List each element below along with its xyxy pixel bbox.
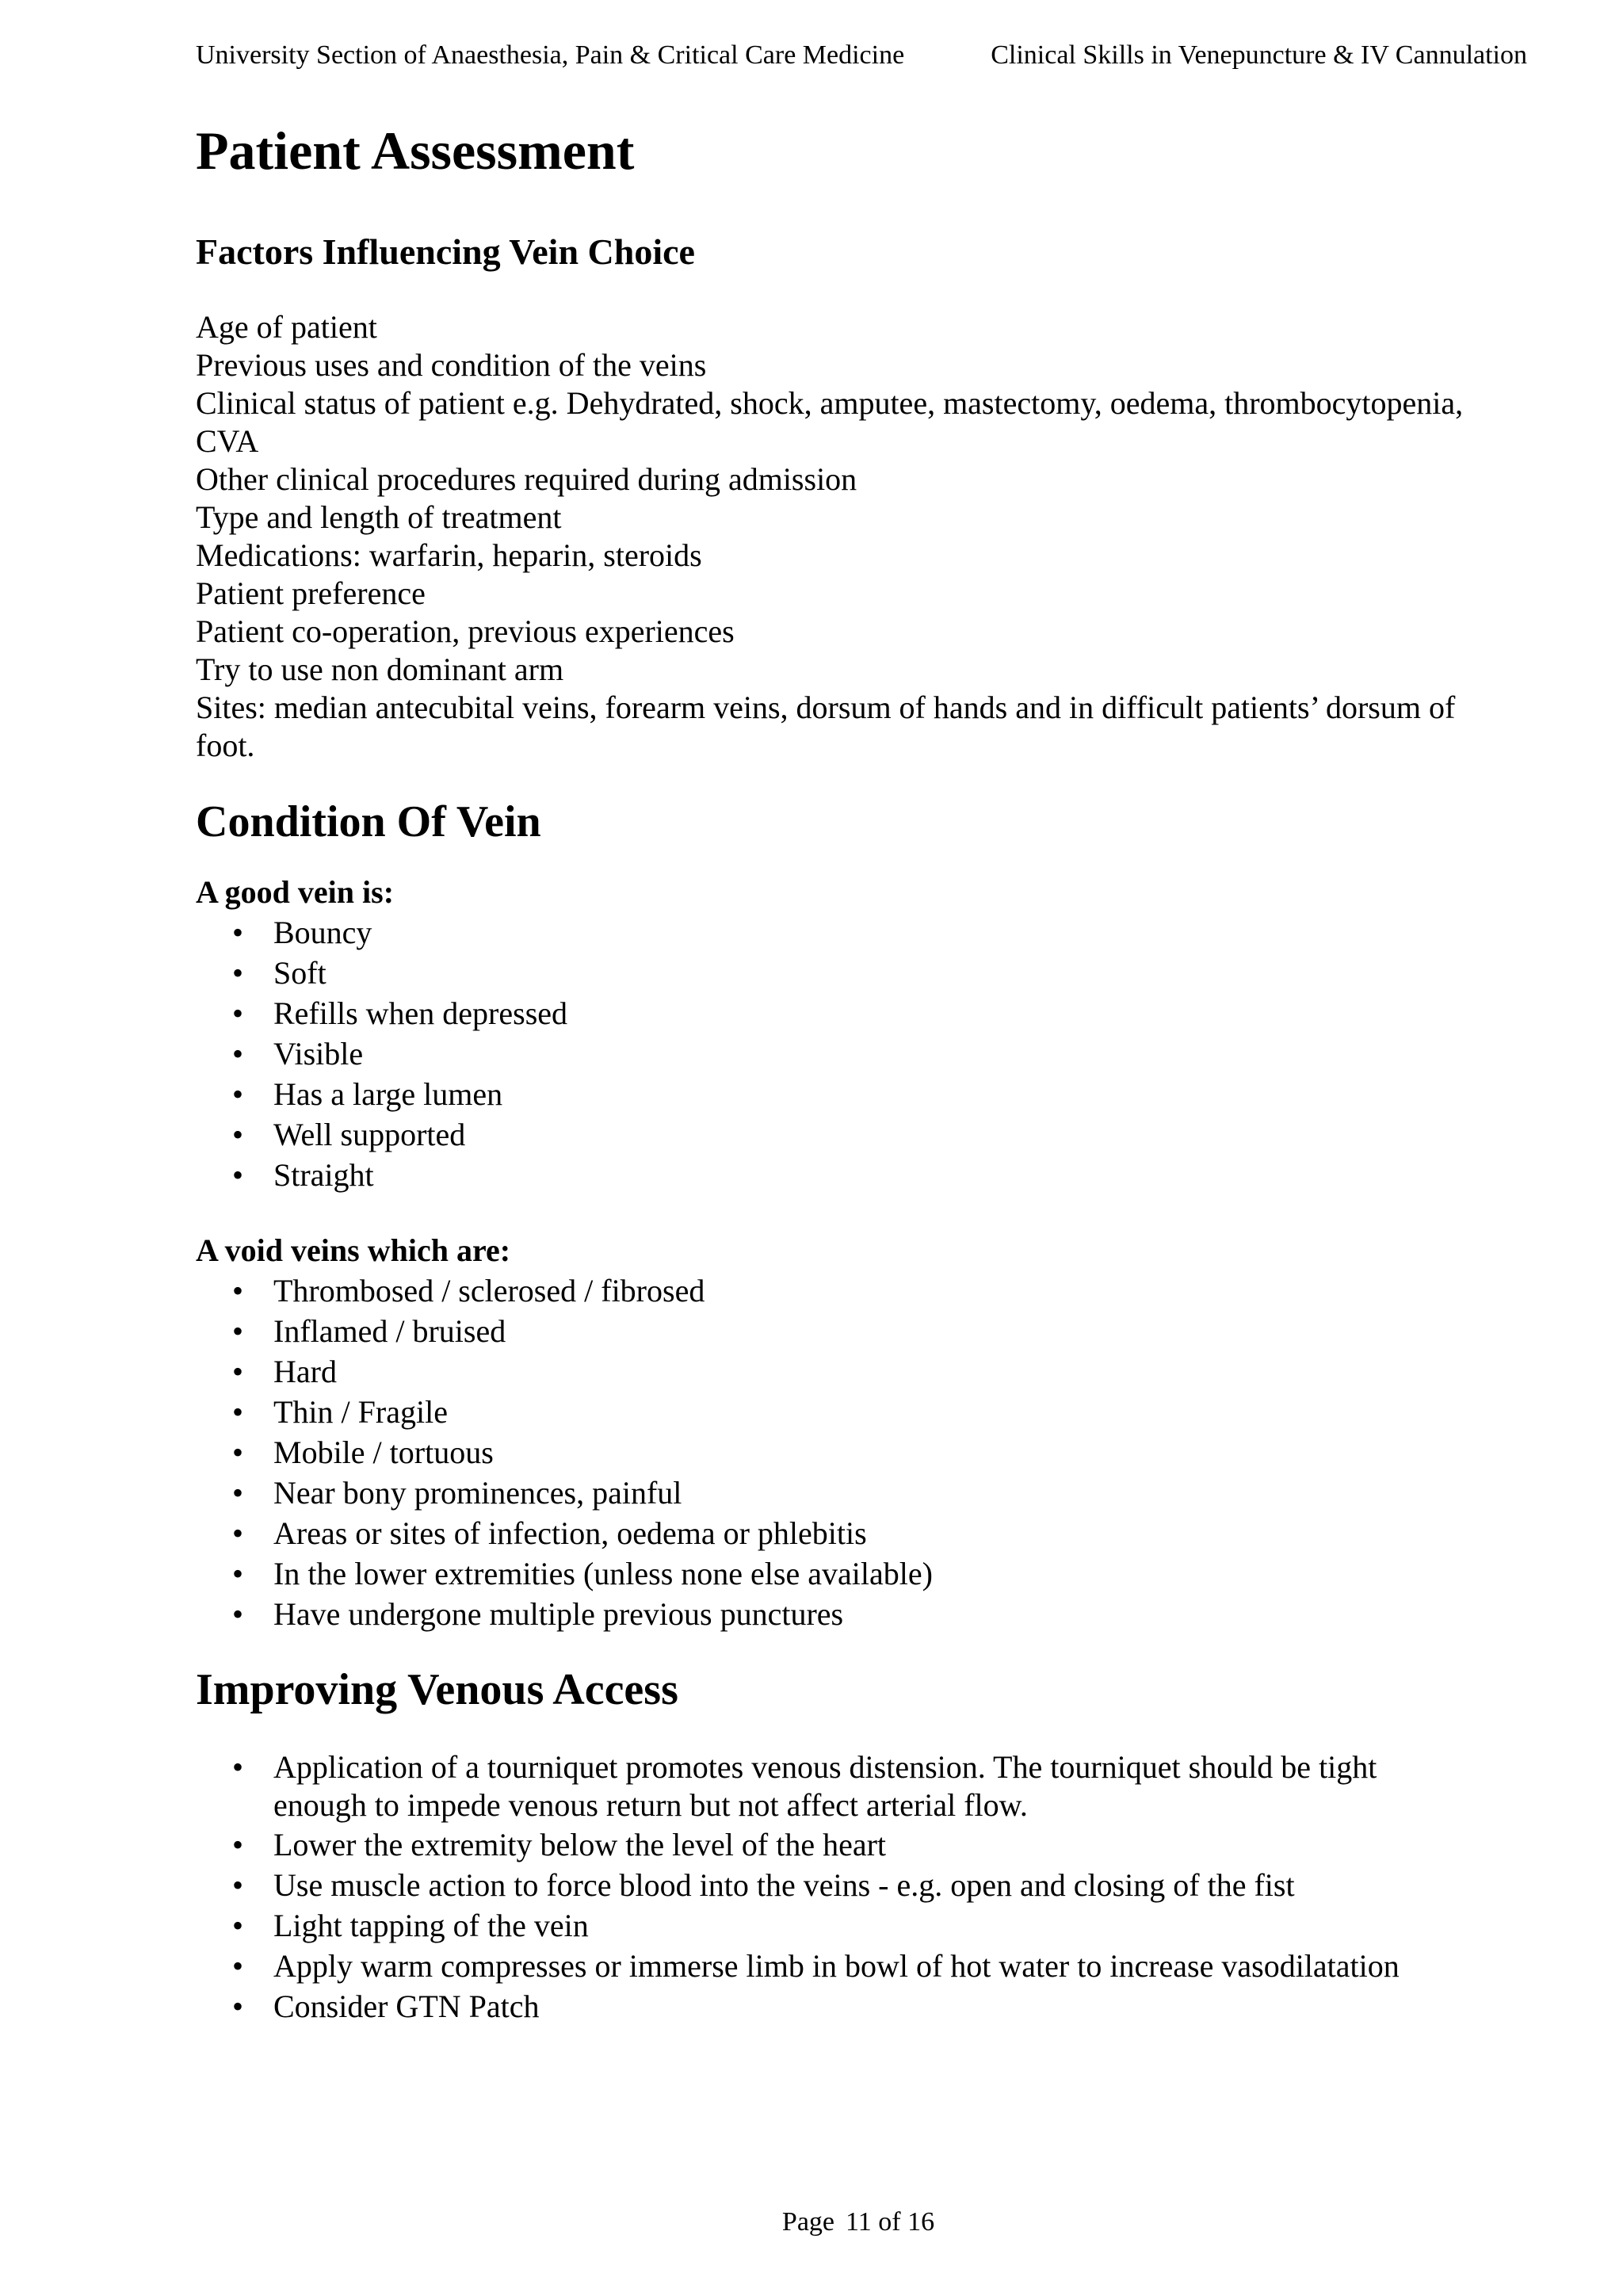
list-item-text: Refills when depressed bbox=[273, 995, 568, 1031]
factor-line: Patient preference bbox=[196, 575, 426, 611]
factor-line: Previous uses and condition of the veins bbox=[196, 347, 707, 383]
running-header bbox=[196, 36, 1527, 74]
list-item bbox=[196, 1513, 1527, 1553]
list-item bbox=[196, 1392, 1527, 1432]
list-item-text: Bouncy bbox=[273, 915, 372, 950]
factor-line: Type and length of treatment bbox=[196, 499, 562, 535]
good-vein-list bbox=[196, 912, 1527, 1195]
list-item-text: Light tapping of the vein bbox=[273, 1908, 589, 1943]
avoid-vein-list bbox=[196, 1270, 1527, 1634]
bullet-icon: • bbox=[231, 1988, 243, 2024]
list-item-text: Straight bbox=[273, 1157, 374, 1193]
list-item-text: Thin / Fragile bbox=[273, 1394, 448, 1430]
bullet-icon: • bbox=[231, 995, 243, 1031]
bullet-icon: • bbox=[231, 1273, 243, 1308]
list-item-text: Visible bbox=[273, 1036, 364, 1072]
bullet-icon: • bbox=[231, 1475, 243, 1511]
bullet-icon: • bbox=[231, 1867, 243, 1903]
factor-line: foot. bbox=[196, 728, 255, 763]
list-item-text: Lower the extremity below the level of the heart bbox=[273, 1827, 887, 1862]
page-title: Patient Assessment bbox=[196, 120, 635, 181]
bullet-icon: • bbox=[231, 1827, 243, 1862]
list-item-text: Soft bbox=[273, 955, 327, 991]
list-item-text: Apply warm compresses or immerse limb in bowl of hot water to increase vasodilatation bbox=[273, 1948, 1400, 1984]
list-item bbox=[196, 1270, 1527, 1311]
factor-line: Age of patient bbox=[196, 309, 377, 345]
list-item bbox=[196, 912, 1527, 953]
list-item-text: Hard bbox=[273, 1354, 337, 1389]
list-item bbox=[196, 1553, 1527, 1594]
factor-line: Sites: median antecubital veins, forearm veins, dorsum of hands and in difficult patients’ dorsum of bbox=[196, 690, 1456, 725]
page-label: Page bbox=[781, 2207, 835, 2237]
list-item-text: Near bony prominences, painful bbox=[273, 1475, 682, 1511]
factors-heading: Factors Influencing Vein Choice bbox=[196, 231, 695, 272]
list-item-text: Consider GTN Patch bbox=[273, 1988, 540, 2024]
bullet-icon: • bbox=[231, 1948, 243, 1984]
list-item bbox=[196, 1432, 1527, 1473]
list-item bbox=[196, 1473, 1527, 1513]
condition-heading: Condition Of Vein bbox=[196, 797, 541, 846]
bullet-icon: • bbox=[231, 1313, 243, 1349]
list-item-text: Well supported bbox=[273, 1117, 466, 1152]
list-item bbox=[196, 1905, 1527, 1946]
bullet-icon: • bbox=[231, 915, 243, 950]
list-item-text: Mobile / tortuous bbox=[273, 1435, 494, 1470]
list-item-text: Application of a tourniquet promotes venous distension. The tourniquet should be tight bbox=[273, 1749, 1377, 1785]
bullet-icon: • bbox=[231, 1354, 243, 1389]
bullet-icon: • bbox=[231, 1117, 243, 1152]
improving-list bbox=[196, 1748, 1527, 2027]
list-item bbox=[196, 1074, 1527, 1114]
list-item-text: Thrombosed / sclerosed / fibrosed bbox=[273, 1273, 705, 1308]
list-item bbox=[196, 993, 1527, 1033]
avoid-vein-label: A void veins which are: bbox=[196, 1232, 511, 1268]
list-item bbox=[196, 1311, 1527, 1351]
bullet-icon: • bbox=[231, 1556, 243, 1591]
page-content bbox=[196, 111, 1527, 2027]
factor-line: Clinical status of patient e.g. Dehydrated, shock, amputee, mastectomy, oedema, thrombocytopenia, bbox=[196, 385, 1464, 421]
bullet-icon: • bbox=[231, 1157, 243, 1193]
list-item bbox=[196, 1946, 1527, 1986]
bullet-icon: • bbox=[231, 1596, 243, 1632]
bullet-icon: • bbox=[231, 955, 243, 991]
list-item bbox=[196, 1748, 1527, 1824]
page-footer bbox=[0, 2203, 1623, 2241]
list-item-text: Have undergone multiple previous punctures bbox=[273, 1596, 844, 1632]
bullet-icon: • bbox=[231, 1036, 243, 1072]
list-item bbox=[196, 1594, 1527, 1634]
factor-line: CVA bbox=[196, 423, 259, 459]
bullet-icon: • bbox=[231, 1394, 243, 1430]
list-item bbox=[196, 1824, 1527, 1865]
list-item bbox=[196, 953, 1527, 993]
bullet-icon: • bbox=[231, 1908, 243, 1943]
list-item-text: Inflamed / bruised bbox=[273, 1313, 506, 1349]
bullet-icon: • bbox=[231, 1749, 243, 1785]
list-item-text: Use muscle action to force blood into the veins - e.g. open and closing of the fist bbox=[273, 1867, 1295, 1903]
list-item bbox=[196, 1865, 1527, 1905]
list-item-text: In the lower extremities (unless none else available) bbox=[273, 1556, 933, 1591]
list-item-text: Areas or sites of infection, oedema or phlebitis bbox=[273, 1515, 867, 1551]
page-number: 11 of 16 bbox=[846, 2207, 935, 2237]
list-item bbox=[196, 1155, 1527, 1195]
factor-line: Medications: warfarin, heparin, steroids bbox=[196, 537, 702, 573]
bullet-icon: • bbox=[231, 1076, 243, 1112]
improving-heading: Improving Venous Access bbox=[196, 1665, 678, 1714]
header-course-title: Clinical Skills in Venepuncture & IV Cannulation bbox=[991, 40, 1527, 70]
factor-line: Other clinical procedures required during admission bbox=[196, 461, 857, 497]
list-item bbox=[196, 1033, 1527, 1074]
good-vein-label: A good vein is: bbox=[196, 874, 395, 910]
factors-text bbox=[196, 308, 1527, 765]
list-item bbox=[196, 1986, 1527, 2027]
list-item-text: enough to impede venous return but not affect arterial flow. bbox=[273, 1787, 1028, 1823]
factor-line: Patient co-operation, previous experiences bbox=[196, 613, 735, 649]
list-item bbox=[196, 1351, 1527, 1392]
header-institution: University Section of Anaesthesia, Pain & Critical Care Medicine bbox=[196, 40, 905, 70]
factor-line: Try to use non dominant arm bbox=[196, 651, 564, 687]
list-item bbox=[196, 1114, 1527, 1155]
bullet-icon: • bbox=[231, 1435, 243, 1470]
bullet-icon: • bbox=[231, 1515, 243, 1551]
list-item-text: Has a large lumen bbox=[273, 1076, 503, 1112]
